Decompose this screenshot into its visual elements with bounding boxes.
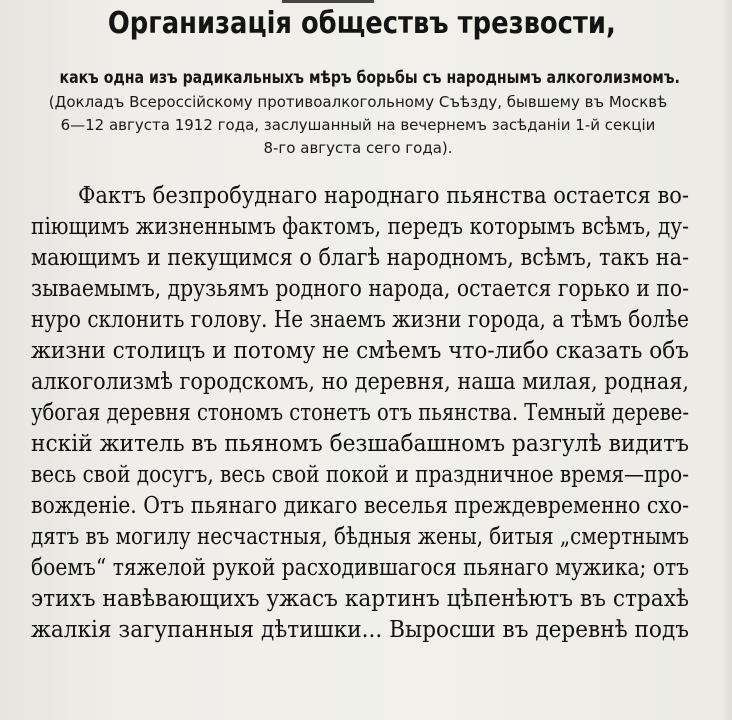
body-text-line: нуро склонить голову. Не знаемъ жизни города, а тѣмъ болѣе <box>31 307 689 333</box>
body-text-line: весь свой досугъ, весь свой покой и праздничное время—про- <box>31 462 689 488</box>
body-text-line: боемъ“ тяжелой рукой расходившагося пьянаго мужика; отъ <box>31 555 689 581</box>
body-text-line: убогая деревня стономъ стонетъ отъ пьянства. Темный дереве- <box>31 400 689 426</box>
body-text-line: піющимъ жизненнымъ фактомъ, передъ которымъ всѣмъ, ду- <box>31 214 689 240</box>
body-text-line: жалкія загупанныя дѣтишки... Выросши въ деревнѣ подъ <box>31 617 689 643</box>
body-text-line: мающимъ и пекущимся о благѣ народномъ, всѣмъ, такъ на- <box>31 245 689 271</box>
report-note-line: 8-го августа сего года). <box>263 139 453 157</box>
body-text-line: алкоголизмѣ городскомъ, но деревня, наша милая, родная, <box>31 369 689 395</box>
top-rule <box>282 0 374 3</box>
page-edge-shadow <box>722 0 732 720</box>
page-subtitle: какъ одна изъ радикальныхъ мѣръ борьбы съ народнымъ алкоголизмомъ. <box>59 68 680 88</box>
body-text-line: жизни столицъ и потому не смѣемъ что-либо сказать объ <box>31 338 689 364</box>
body-text-line: дятъ въ могилу несчастныя, бѣдныя жены, битыя „смертнымъ <box>31 524 689 550</box>
body-text-line: зываемымъ, друзьямъ родного народа, остается горько и по- <box>31 276 689 302</box>
body-text-line: этихъ навѣвающихъ ужасъ картинъ цѣпенѣютъ въ страхѣ <box>31 586 689 612</box>
body-text-line: нскій житель въ пьяномъ безшабашномъ разгулѣ видитъ <box>31 431 689 457</box>
body-text-line: Фактъ безпробуднаго народнаго пьянства остается во- <box>78 183 689 209</box>
report-note-line: (Докладъ Всероссійскому противоалкогольному Съѣзду, бывшему въ Москвѣ <box>48 93 668 111</box>
page-title: Организація обществъ трезвости, <box>107 6 616 41</box>
report-note-line: 6—12 августа 1912 года, заслушанный на вечернемъ засѣданіи 1-й секціи <box>60 116 656 134</box>
body-text-line: вожденіе. Отъ пьянаго дикаго веселья преждевременно схо- <box>31 493 689 519</box>
